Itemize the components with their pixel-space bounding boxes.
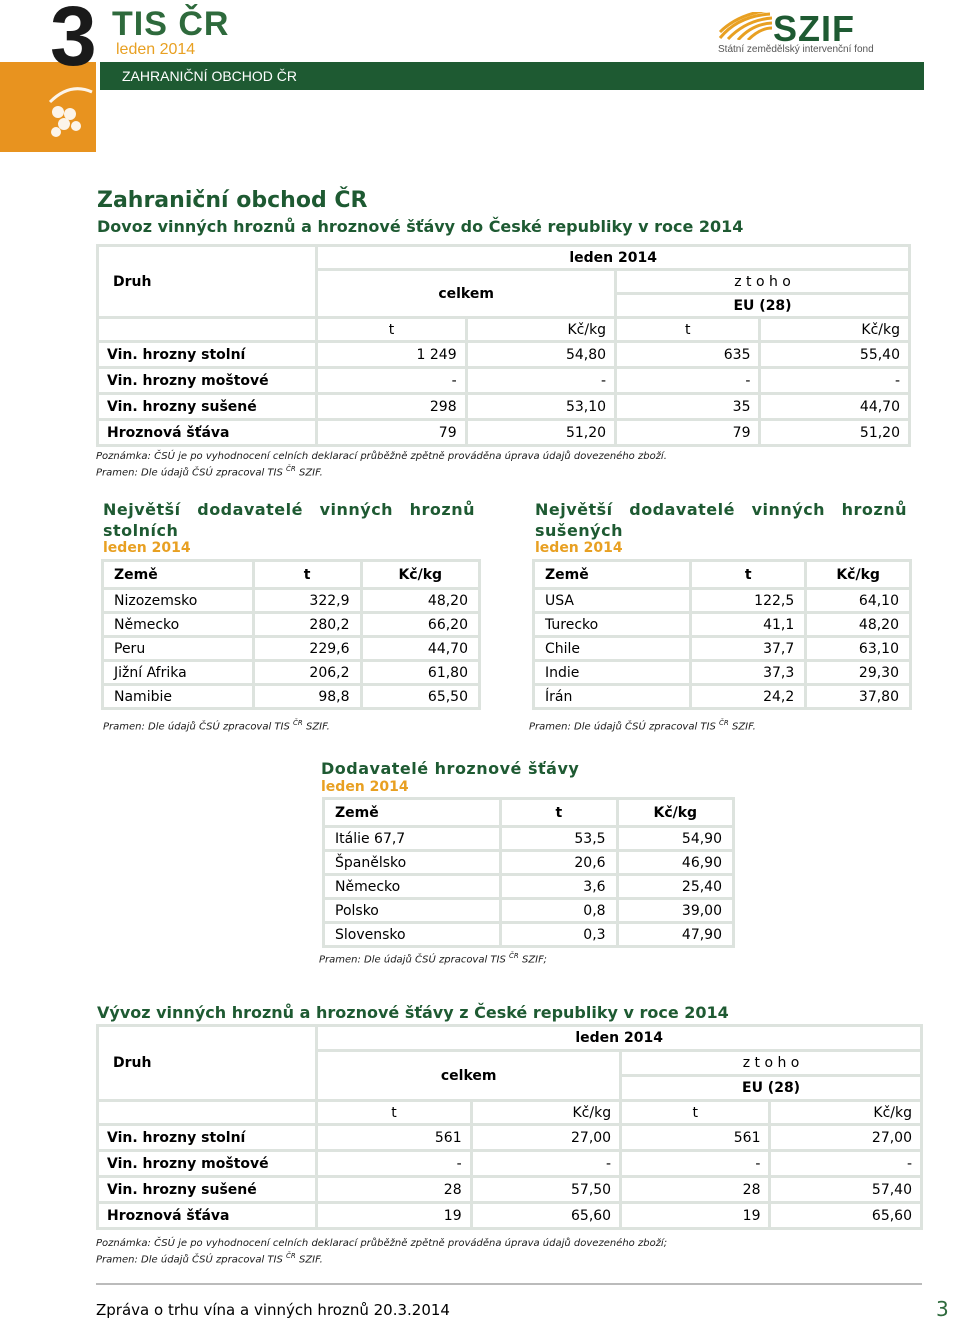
cell-country: Slovensko xyxy=(324,923,501,947)
row-label: Vin. hrozny stolní xyxy=(98,342,317,368)
cell-country: Itálie 67,7 xyxy=(324,827,501,851)
col-total: celkem xyxy=(317,270,616,318)
export-title: Vývoz vinných hroznů a hroznové šťávy z České republiky v roce 2014 xyxy=(97,1003,729,1022)
cell-eu-kc: 65,60 xyxy=(770,1203,922,1229)
susene-date: leden 2014 xyxy=(535,540,623,556)
cell-kc: 48,20 xyxy=(806,613,911,637)
unit-t: t xyxy=(621,1101,770,1125)
col-t: t xyxy=(501,799,617,827)
table-row xyxy=(98,1151,922,1177)
cell-country: Španělsko xyxy=(324,851,501,875)
cell-t: 1 249 xyxy=(317,342,466,368)
col-kc: Kč/kg xyxy=(361,561,480,589)
cell-eu-t: 19 xyxy=(621,1203,770,1229)
col-eu: EU (28) xyxy=(621,1076,922,1101)
susene-table xyxy=(532,559,912,710)
cell-t: 53,5 xyxy=(501,827,617,851)
cell-eu-t: - xyxy=(616,368,760,394)
cell-kc: 61,80 xyxy=(361,661,480,685)
table-row xyxy=(98,1177,922,1203)
cell-t: 19 xyxy=(317,1203,471,1229)
cell-kc: 64,10 xyxy=(806,589,911,613)
cell-kc: 66,20 xyxy=(361,613,480,637)
cell-t: 37,3 xyxy=(691,661,806,685)
table-row xyxy=(98,1203,922,1229)
cell-eu-kc: 44,70 xyxy=(760,394,910,420)
cell-kc: 46,90 xyxy=(617,851,733,875)
export-source: Pramen: Dle údajů ČSÚ zpracoval TIS $^{ČR}$ SZIF. xyxy=(96,1252,323,1266)
cell-country: Jižní Afrika xyxy=(103,661,254,685)
table-row xyxy=(534,661,911,685)
susene-source: Pramen: Dle údajů ČSÚ zpracoval TIS $^{ČR}$ SZIF. xyxy=(529,719,756,733)
col-kc: Kč/kg xyxy=(617,799,733,827)
row-label: Hroznová šťáva xyxy=(98,1203,317,1229)
cell-kc: 39,00 xyxy=(617,899,733,923)
table-row xyxy=(103,589,480,613)
col-country: Země xyxy=(534,561,691,589)
cell-kc: 51,20 xyxy=(466,420,615,446)
cell-country: Německo xyxy=(324,875,501,899)
cell-eu-t: 635 xyxy=(616,342,760,368)
table-row xyxy=(534,613,911,637)
table-row xyxy=(324,875,734,899)
cell-t: 79 xyxy=(317,420,466,446)
cell-kc: 53,10 xyxy=(466,394,615,420)
cell-kc: - xyxy=(466,368,615,394)
cell-t: - xyxy=(317,1151,471,1177)
stolni-date: leden 2014 xyxy=(103,540,191,556)
row-label: Vin. hrozny moštové xyxy=(98,368,317,394)
unit-kc: Kč/kg xyxy=(471,1101,620,1125)
cell-t: 20,6 xyxy=(501,851,617,875)
cell-eu-t: - xyxy=(621,1151,770,1177)
col-country: Země xyxy=(103,561,254,589)
cell-country: Indie xyxy=(534,661,691,685)
cell-eu-t: 561 xyxy=(621,1125,770,1151)
cell-t: 37,7 xyxy=(691,637,806,661)
col-period: leden 2014 xyxy=(317,1026,922,1051)
cell-eu-kc: - xyxy=(770,1151,922,1177)
cell-kc: 29,30 xyxy=(806,661,911,685)
cell-t: 28 xyxy=(317,1177,471,1203)
cell-kc: 65,50 xyxy=(361,685,480,709)
cell-eu-kc: 51,20 xyxy=(760,420,910,446)
cell-country: Írán xyxy=(534,685,691,709)
unit-kc: Kč/kg xyxy=(770,1101,922,1125)
table-row xyxy=(534,637,911,661)
cell-kc: 37,80 xyxy=(806,685,911,709)
cell-country: Nizozemsko xyxy=(103,589,254,613)
susene-title: Největší dodavatelé vinných hroznů sušených xyxy=(535,500,907,540)
col-ztoho: z t o h o xyxy=(621,1051,922,1076)
cell-kc: 54,90 xyxy=(617,827,733,851)
cell-country: USA xyxy=(534,589,691,613)
cell-country: Polsko xyxy=(324,899,501,923)
issue-number: 3 xyxy=(50,0,97,83)
cell-kc: 54,80 xyxy=(466,342,615,368)
col-eu: EU (28) xyxy=(616,294,910,318)
col-kc: Kč/kg xyxy=(806,561,911,589)
cell-kc: 65,60 xyxy=(471,1203,620,1229)
col-period: leden 2014 xyxy=(317,246,910,270)
unit-t: t xyxy=(317,318,466,342)
page-title: Zahraniční obchod ČR xyxy=(97,188,368,213)
table-row xyxy=(98,394,910,420)
szif-logo-subtitle: Státní zemědělský intervenční fond xyxy=(718,44,874,55)
cell-eu-kc: 55,40 xyxy=(760,342,910,368)
stolni-source: Pramen: Dle údajů ČSÚ zpracoval TIS $^{ČR}$ SZIF. xyxy=(103,719,330,733)
table-row xyxy=(324,851,734,875)
cell-eu-kc: 27,00 xyxy=(770,1125,922,1151)
table-row xyxy=(324,827,734,851)
header-date: leden 2014 xyxy=(116,41,196,58)
col-t: t xyxy=(691,561,806,589)
cell-country: Turecko xyxy=(534,613,691,637)
import-note: Poznámka: ČSÚ je po vyhodnocení celních deklarací průběžně zpětně prováděna úprava údajů dovezeného zboží. xyxy=(96,451,667,462)
cell-t: 0,3 xyxy=(501,923,617,947)
table-row xyxy=(534,589,911,613)
col-druh: Druh xyxy=(98,246,317,318)
table-row xyxy=(103,685,480,709)
table-row xyxy=(98,1125,922,1151)
cell-country: Chile xyxy=(534,637,691,661)
cell-kc: - xyxy=(471,1151,620,1177)
row-label: Vin. hrozny stolní xyxy=(98,1125,317,1151)
row-label: Vin. hrozny sušené xyxy=(98,1177,317,1203)
import-source: Pramen: Dle údajů ČSÚ zpracoval TIS $^{ČR}$ SZIF. xyxy=(96,465,323,479)
cell-country: Peru xyxy=(103,637,254,661)
cell-kc: 27,00 xyxy=(471,1125,620,1151)
col-total: celkem xyxy=(317,1051,621,1101)
col-t: t xyxy=(253,561,361,589)
col-country: Země xyxy=(324,799,501,827)
unit-kc: Kč/kg xyxy=(760,318,910,342)
cell-country: Namibie xyxy=(103,685,254,709)
cell-kc: 44,70 xyxy=(361,637,480,661)
import-title: Dovoz vinných hroznů a hroznové šťávy do České republiky v roce 2014 xyxy=(97,217,744,236)
stolni-title: Největší dodavatelé vinných hroznů stolních xyxy=(103,500,475,540)
table-row xyxy=(534,685,911,709)
cell-t: 206,2 xyxy=(253,661,361,685)
cell-kc: 25,40 xyxy=(617,875,733,899)
section-label: ZAHRANIČNÍ OBCHOD ČR xyxy=(122,68,298,84)
stava-title: Dodavatelé hroznové šťávy xyxy=(321,759,580,778)
row-label: Vin. hrozny sušené xyxy=(98,394,317,420)
col-ztoho: z t o h o xyxy=(616,270,910,294)
footer-divider xyxy=(96,1283,922,1285)
table-row xyxy=(98,342,910,368)
cell-t: 298 xyxy=(317,394,466,420)
cell-t: - xyxy=(317,368,466,394)
unit-t: t xyxy=(317,1101,471,1125)
cell-country: Německo xyxy=(103,613,254,637)
export-table xyxy=(96,1024,923,1230)
export-note: Poznámka: ČSÚ je po vyhodnocení celních deklarací průběžně zpětně prováděna úprava údajů dovezeného zboží; xyxy=(96,1238,668,1249)
import-table xyxy=(96,244,911,447)
cell-eu-t: 79 xyxy=(616,420,760,446)
szif-logo-text: SZIF xyxy=(773,8,855,49)
table-row xyxy=(103,613,480,637)
stava-table xyxy=(322,797,735,948)
cell-kc: 48,20 xyxy=(361,589,480,613)
cell-t: 122,5 xyxy=(691,589,806,613)
table-row xyxy=(103,661,480,685)
cell-eu-t: 28 xyxy=(621,1177,770,1203)
cell-t: 229,6 xyxy=(253,637,361,661)
cell-t: 280,2 xyxy=(253,613,361,637)
stolni-table xyxy=(101,559,481,710)
cell-kc: 63,10 xyxy=(806,637,911,661)
section-bar xyxy=(100,62,924,90)
row-label: Hroznová šťáva xyxy=(98,420,317,446)
brand-title: TIS ČR xyxy=(112,5,230,43)
cell-kc: 47,90 xyxy=(617,923,733,947)
cell-t: 41,1 xyxy=(691,613,806,637)
row-label: Vin. hrozny moštové xyxy=(98,1151,317,1177)
footer-text: Zpráva o trhu vína a vinných hroznů 20.3.2014 xyxy=(96,1301,450,1319)
cell-eu-kc: - xyxy=(760,368,910,394)
table-row xyxy=(98,368,910,394)
cell-t: 0,8 xyxy=(501,899,617,923)
table-row xyxy=(98,420,910,446)
cell-kc: 57,50 xyxy=(471,1177,620,1203)
cell-eu-kc: 57,40 xyxy=(770,1177,922,1203)
table-row xyxy=(324,899,734,923)
unit-t: t xyxy=(616,318,760,342)
cell-eu-t: 35 xyxy=(616,394,760,420)
cell-t: 322,9 xyxy=(253,589,361,613)
stava-source: Pramen: Dle údajů ČSÚ zpracoval TIS $^{ČR}$ SZIF; xyxy=(319,952,547,966)
szif-logo-icon xyxy=(718,12,772,40)
cell-t: 3,6 xyxy=(501,875,617,899)
col-druh: Druh xyxy=(98,1026,317,1101)
page-number: 3 xyxy=(936,1297,949,1321)
stava-date: leden 2014 xyxy=(321,779,409,795)
table-row xyxy=(103,637,480,661)
cell-t: 24,2 xyxy=(691,685,806,709)
table-row xyxy=(324,923,734,947)
unit-kc: Kč/kg xyxy=(466,318,615,342)
cell-t: 98,8 xyxy=(253,685,361,709)
cell-t: 561 xyxy=(317,1125,471,1151)
